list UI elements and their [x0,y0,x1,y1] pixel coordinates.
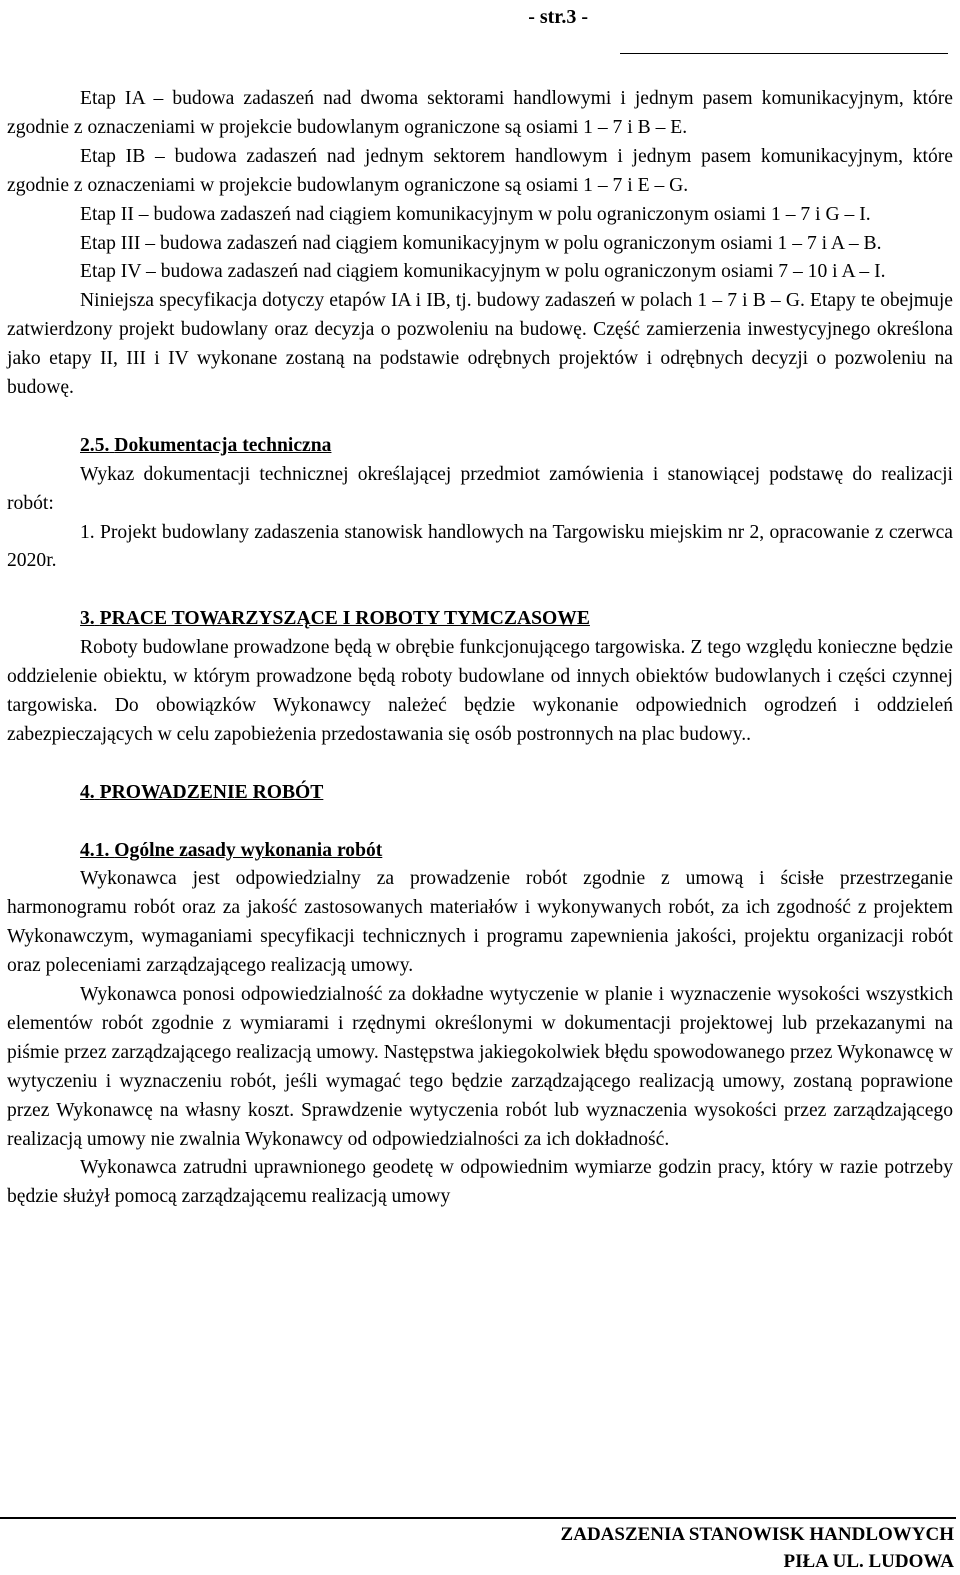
documentation-item: 1. Projekt budowlany zadaszenia stanowisk handlowych na Targowisku miejskim nr 2, opracowanie z czerwca 2020r. [7,521,953,572]
section-number: 3. [80,608,95,630]
spacer [7,403,953,432]
section-heading-4-1 [7,837,953,866]
paragraph-setting-out: Wykonawca ponosi odpowiedzialność za dokładne wytyczenie w planie i wyznaczenie wysokości wszystkich elementów robót zgodnie z wymiarami i rzędnymi określonymi w dokumentacji projektowej lub przekazanymi na piśmie przez zarządzającego realizacją umowy. Następstwa jakiegokolwiek błędu spowodowanego przez Wykonawcę w wytyczeniu i wyznaczeniu robót, jeśli wymagać tego będzie zarządzającego realizacją umowy, zostaną poprawione przez Wykonawcę na własny koszt. Sprawdzenie wytyczenia robót lub wyznaczenia wysokości przez zarządzającego realizacją umowy nie zwalnia Wykonawcy od odpowiedzialności za ich dokładność. [7,984,953,1150]
paragraph-stage-ib: Etap IB – budowa zadaszeń nad jednym sektorem handlowym i jednym pasem komunikacyjnym, które zgodnie z oznaczeniami w projekcie budowlanym ograniczone są osiami 1 – 7 i E – G. [7,145,953,196]
paragraph-stage-ia: Etap IA – budowa zadaszeń nad dwoma sektorami handlowymi i jednym pasem komunikacyjnym, które zgodnie z oznaczeniami w projekcie budowlanym ograniczone są osiami 1 – 7 i B – E. [7,88,953,138]
page-number: - str.3 - [528,6,588,28]
paragraph-scope: Niniejsza specyfikacja dotyczy etapów IA i IB, tj. budowy zadaszeń w polach 1 – 7 i B – G. Etapy te obejmuje zatwierdzony projekt budowlany oraz decyzja o pozwoleniu na budowę. Część zamierzenia inwestycyjnego określona jako etapy II, III i IV wykonane zostaną na podstawie odrębnych projektów i odrębnych decyzji o pozwoleniu na budowę. [7,290,953,399]
footer-location: PIŁA UL. LUDOWA [783,1551,954,1572]
document-body [7,85,953,1212]
paragraph-temporary-works: Roboty budowlane prowadzone będą w obrębie funkcjonującego targowiska. Z tego względu konieczne będzie oddzielenie obiektu, w którym prowadzone będą roboty budowlane od innych obiektów budowlanych i części czynnej targowiska. Do obowiązków Wykonawcy należeć będzie wykonanie odpowiednich ogrodzeń i oddzieleń zabezpieczających w celu zapobieżenia przedostawania się osób postronnych na plac budowy.. [7,637,953,745]
section-title: PROWADZENIE ROBÓT [99,781,324,803]
section-title: PRACE TOWARZYSZĄCE I ROBOTY TYMCZASOWE [99,608,590,630]
paragraph-responsibility: Wykonawca jest odpowiedzialny za prowadzenie robót zgodnie z umową i ścisłe przestrzeganie harmonogramu robót oraz za jakość zastosowanych materiałów i wykonywanych robót, za ich zgodność z projektem Wykonawczym, wymaganiami specyfikacji technicznych i programu zapewnienia jakości, projektu organizacji robót oraz poleceniami zarządzającego realizacją umowy. [7,868,953,977]
paragraph-stage-iv: Etap IV – budowa zadaszeń nad ciągiem komunikacyjnym w polu ograniczonym osiami 7 – 10 i A – I. [80,261,886,283]
paragraph-stage-ii: Etap II – budowa zadaszeń nad ciągiem komunikacyjnym w polu ograniczonym osiami 1 – 7 i G – I. [80,203,871,225]
section-heading-4 [7,779,953,808]
section-heading-3 [7,605,953,634]
spacer [7,808,953,837]
footer-title: ZADASZENIA STANOWISK HANDLOWYCH [560,1524,954,1545]
section-number: 4. [80,781,95,803]
spacer [7,576,953,605]
paragraph-documentation: Wykaz dokumentacji technicznej określającej przedmiot zamówienia i stanowiącej podstawę do realizacji robót: [7,463,953,514]
section-number: 2.5. [80,434,110,456]
footer-rule [0,1517,956,1519]
section-heading-2-5 [7,432,953,461]
header-rule [620,53,948,54]
paragraph-surveyor: Wykonawca zatrudni uprawnionego geodetę w odpowiednim wymiarze godzin pracy, który w razie potrzeby będzie służył pomocą zarządzającemu realizacją umowy [7,1157,953,1208]
section-title: Ogólne zasady wykonania robót [114,839,383,861]
paragraph-stage-iii: Etap III – budowa zadaszeń nad ciągiem komunikacyjnym w polu ograniczonym osiami 1 – 7 i A – B. [80,232,882,254]
spacer [7,750,953,779]
section-title: Dokumentacja techniczna [114,434,332,456]
section-number: 4.1. [80,839,110,861]
